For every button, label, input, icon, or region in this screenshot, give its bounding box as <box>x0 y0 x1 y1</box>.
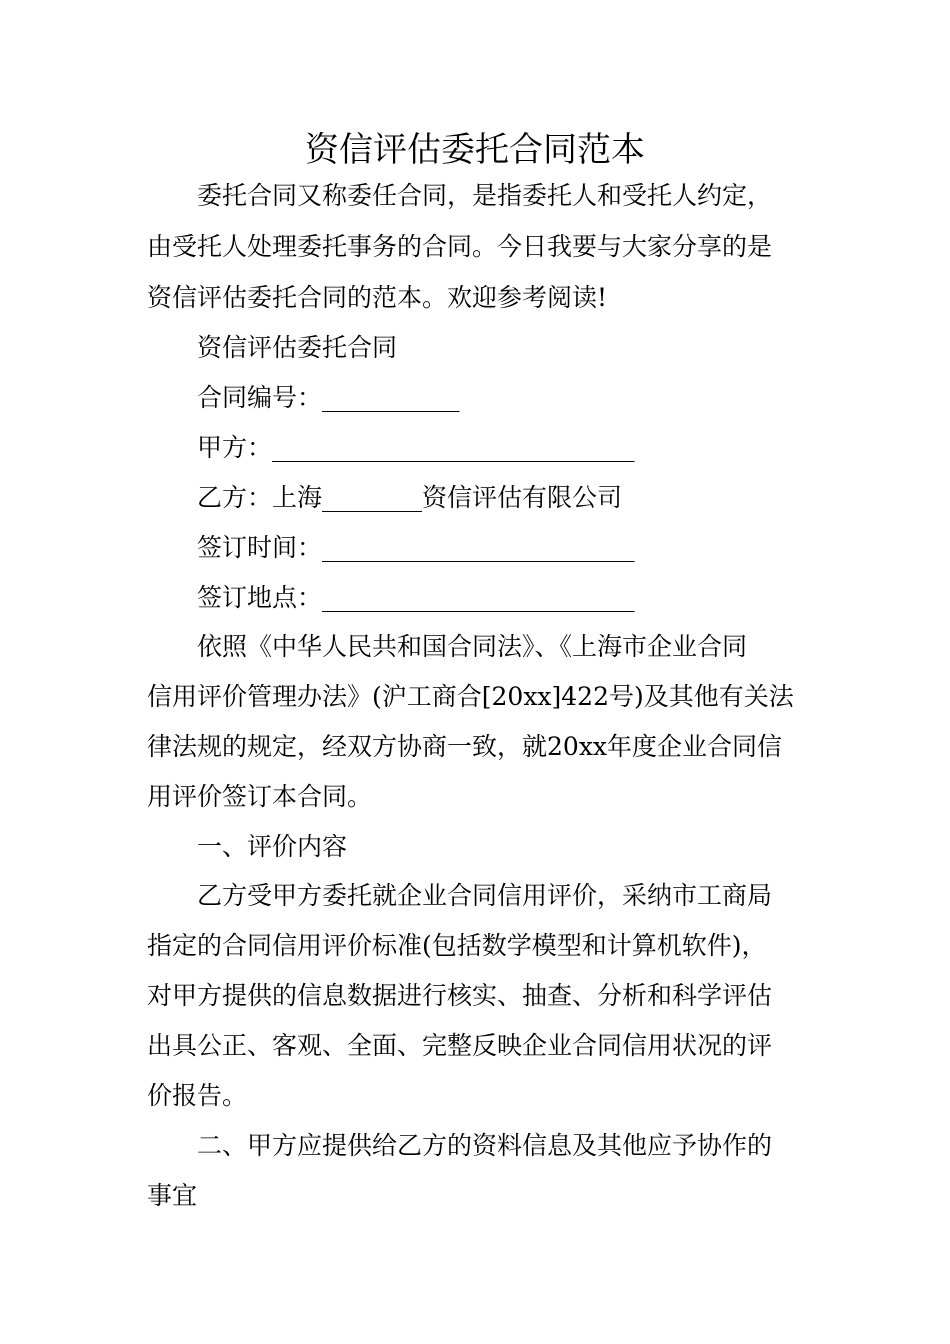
section-2-heading-line-1: 二、甲方应提供给乙方的资料信息及其他应予协作的 <box>197 1131 773 1160</box>
section-1-line-2: 指定的合同信用评价标准(包括数学模型和计算机软件)， <box>147 931 767 960</box>
section-2-heading-line-2: 事宜 <box>147 1181 198 1210</box>
contract-number-field: 合同编号：___________ <box>197 383 460 412</box>
contract-heading: 资信评估委托合同 <box>197 333 398 362</box>
basis-line-4: 用评价签订本合同。 <box>147 782 373 811</box>
intro-line-3: 资信评估委托合同的范本。欢迎参考阅读! <box>147 283 608 312</box>
sign-place-field: 签订地点：_________________________ <box>197 583 635 612</box>
intro-line-1: 委托合同又称委任合同，是指委托人和受托人约定， <box>197 181 773 210</box>
sign-time-field: 签订时间：_________________________ <box>197 533 635 562</box>
basis-line-2: 信用评价管理办法》(沪工商合[20xx]422号)及其他有关法 <box>147 682 794 711</box>
intro-line-2: 由受托人处理委托事务的合同。今日我要与大家分享的是 <box>147 232 773 261</box>
party-b-field: 乙方：上海________资信评估有限公司 <box>197 483 623 512</box>
document-title: 资信评估委托合同范本 <box>305 130 645 170</box>
section-1-heading: 一、评价内容 <box>197 832 348 861</box>
party-a-field: 甲方：_____________________________ <box>197 433 635 462</box>
section-1-line-1: 乙方受甲方委托就企业合同信用评价，采纳市工商局 <box>197 881 773 910</box>
section-1-line-4: 出具公正、客观、全面、完整反映企业合同信用状况的评 <box>147 1031 773 1060</box>
basis-line-3: 律法规的规定，经双方协商一致，就20xx年度企业合同信 <box>147 732 783 761</box>
section-1-line-3: 对甲方提供的信息数据进行核实、抽查、分析和科学评估 <box>147 981 773 1010</box>
basis-line-1: 依照《中华人民共和国合同法》、《上海市企业合同 <box>197 632 748 661</box>
section-1-line-5: 价报告。 <box>147 1081 248 1110</box>
